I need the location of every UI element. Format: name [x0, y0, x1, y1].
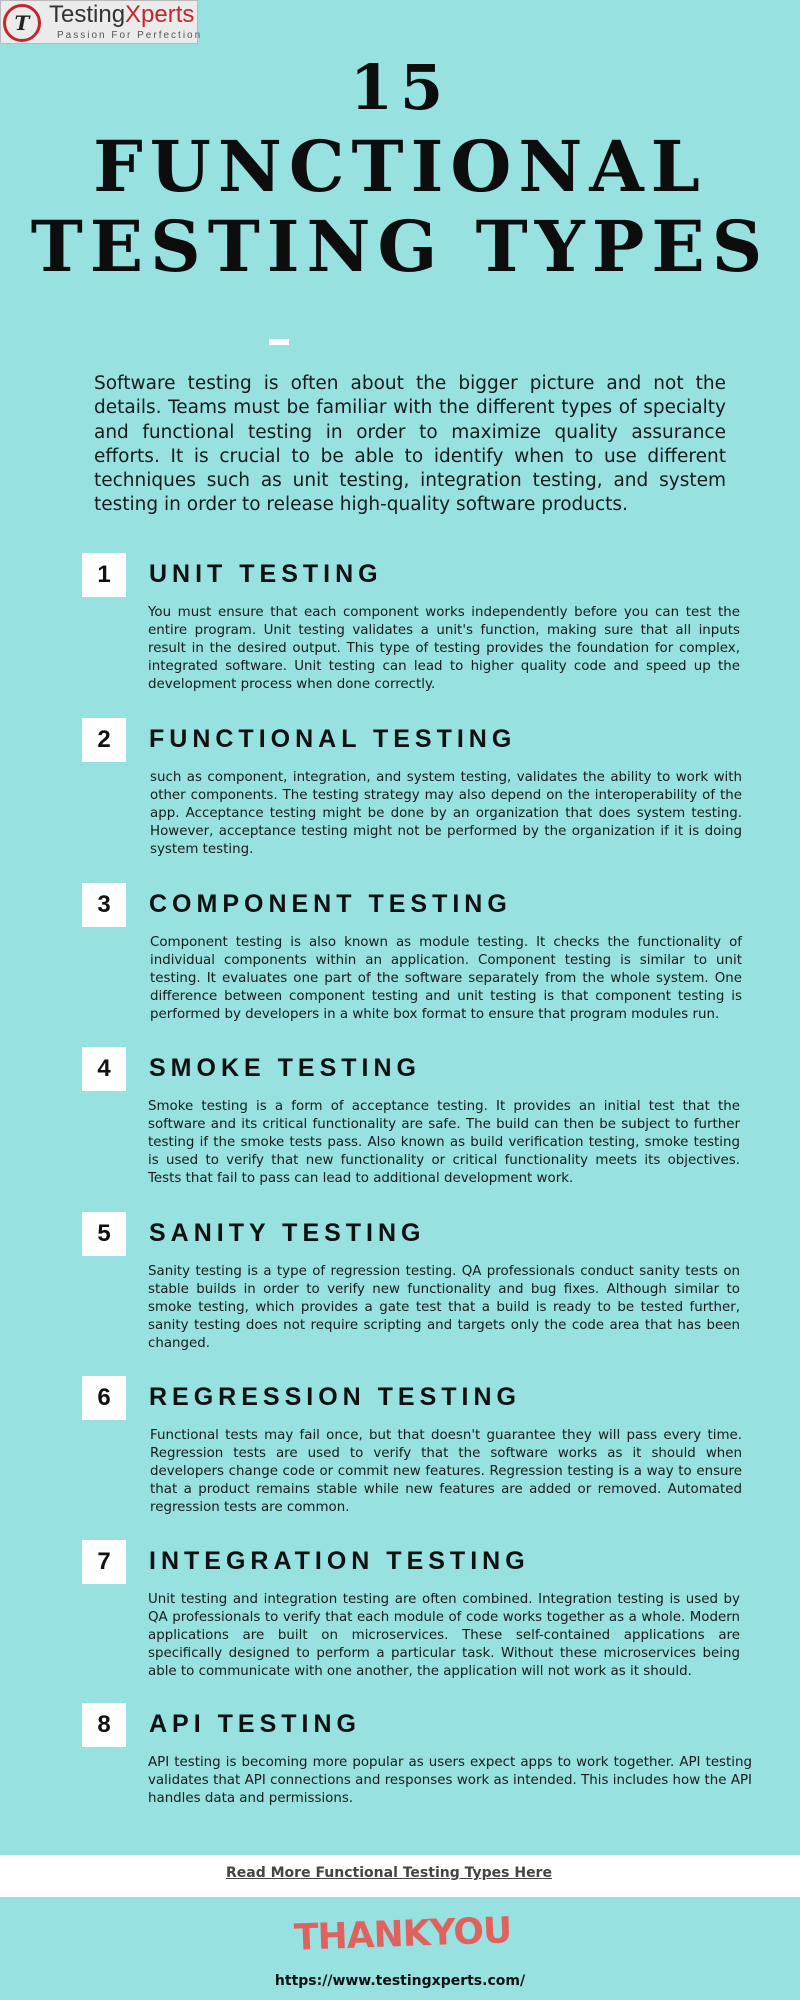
section-body: Unit testing and integration testing are often combined. Integration testing is used by QA professionals to verify that each module of code works together as a whole. Modern applications are built on microservices. These self-contained applications are specifically designed to perform a particular task. Without these microservices being able to communicate with one another, the application will not work as it should. — [148, 1592, 740, 1679]
thankyou-text: THANKYOU — [293, 1910, 512, 1959]
logo-tagline: Passion For Perfection — [57, 30, 203, 41]
section-title: SANITY TESTING — [149, 1219, 426, 1247]
logo-name-main: Testing — [49, 1, 126, 28]
title-divider — [269, 339, 289, 345]
section-number: 1 — [82, 553, 126, 597]
logo-name — [49, 1, 194, 29]
section-body: Functional tests may fail once, but that doesn't guarantee they will pass every time. Regression tests are used to verify that the software works as it should when developers change code or commit new features. Regression testing is a way to ensure that a product remains stable while new features are added or removed. Automated regression tests are common. — [150, 1428, 742, 1515]
section-regression-testing — [0, 1376, 800, 1536]
page-title-line-2: FUNCTIONAL — [93, 125, 707, 208]
page-title-line-3: TESTING TYPES — [30, 205, 770, 288]
section-unit-testing — [0, 553, 800, 713]
section-number: 7 — [82, 1540, 126, 1584]
section-number: 6 — [82, 1376, 126, 1420]
read-more-link[interactable]: Read More Functional Testing Types Here — [226, 1865, 552, 1881]
section-number: 2 — [82, 718, 126, 762]
logo-mark-icon: T — [3, 4, 41, 42]
logo-name-accent: Xperts — [125, 1, 195, 28]
page-title-line-1: 15 — [349, 51, 451, 124]
section-functional-testing — [0, 718, 800, 878]
section-number: 3 — [82, 883, 126, 927]
section-title: FUNCTIONAL TESTING — [149, 725, 517, 753]
section-api-testing — [0, 1703, 800, 1863]
section-body: You must ensure that each component works independently before you can test the entire program. Unit testing validates a unit's function, making sure that all inputs result in the desired output. This type of testing provides the foundation for complex, integrated software. Unit testing can lead to higher quality code and speed up the development process when done correctly. — [148, 605, 740, 692]
section-title: REGRESSION TESTING — [149, 1383, 521, 1411]
section-title: API TESTING — [149, 1710, 361, 1738]
logo[interactable] — [0, 0, 203, 44]
section-title: UNIT TESTING — [149, 560, 383, 588]
section-smoke-testing — [0, 1047, 800, 1207]
section-body: API testing is becoming more popular as users expect apps to work together. API testing validates that API connections and responses work as intended. This includes how the API handles data and permissions. — [148, 1755, 752, 1806]
intro-paragraph: Software testing is often about the bigger picture and not the details. Teams must be familiar with the different types of specialty and functional testing in order to maximize quality assurance efforts. It is crucial to be able to identify when to use different techniques such as unit testing, integration testing, and system testing in order to release high-quality software products. — [94, 373, 726, 516]
section-component-testing — [0, 883, 800, 1043]
section-number: 8 — [82, 1703, 126, 1747]
section-body: Component testing is also known as module testing. It checks the functionality of individual components within an application. Component testing is similar to unit testing. It evaluates one part of the software separately from the whole system. One difference between component testing and unit testing is that component testing is performed by developers in a white box format to ensure that program modules run. — [150, 935, 742, 1022]
section-title: COMPONENT TESTING — [149, 890, 512, 918]
section-body: Smoke testing is a form of acceptance testing. It provides an initial test that the software and its critical functionality are safe. The build can then be subject to further testing if the smoke tests pass. Also known as build verification testing, smoke testing is used to verify that new functionality or critical functionality meets its objectives. Tests that fail to pass can lead to additional development work. — [148, 1099, 740, 1186]
site-url-link[interactable]: https://www.testingxperts.com/ — [274, 1973, 526, 1989]
read-more-bar — [0, 1855, 800, 1897]
section-title: SMOKE TESTING — [149, 1054, 421, 1082]
section-number: 4 — [82, 1047, 126, 1091]
section-sanity-testing — [0, 1212, 800, 1372]
section-body: such as component, integration, and system testing, validates the ability to work with other components. The testing strategy may also depend on the interoperability of the app. Acceptance testing might be done by an organization that does system testing. However, acceptance testing might not be performed by the organization if it is doing system testing. — [150, 770, 742, 857]
section-body: Sanity testing is a type of regression testing. QA professionals conduct sanity tests on stable builds in order to verify new functionality and bug fixes. Although similar to smoke testing, which provides a gate test that a build is ready to be tested further, sanity testing does not require scripting and targets only the code area that has been changed. — [148, 1264, 740, 1351]
section-title: INTEGRATION TESTING — [149, 1547, 530, 1575]
section-integration-testing — [0, 1540, 800, 1700]
section-number: 5 — [82, 1212, 126, 1256]
